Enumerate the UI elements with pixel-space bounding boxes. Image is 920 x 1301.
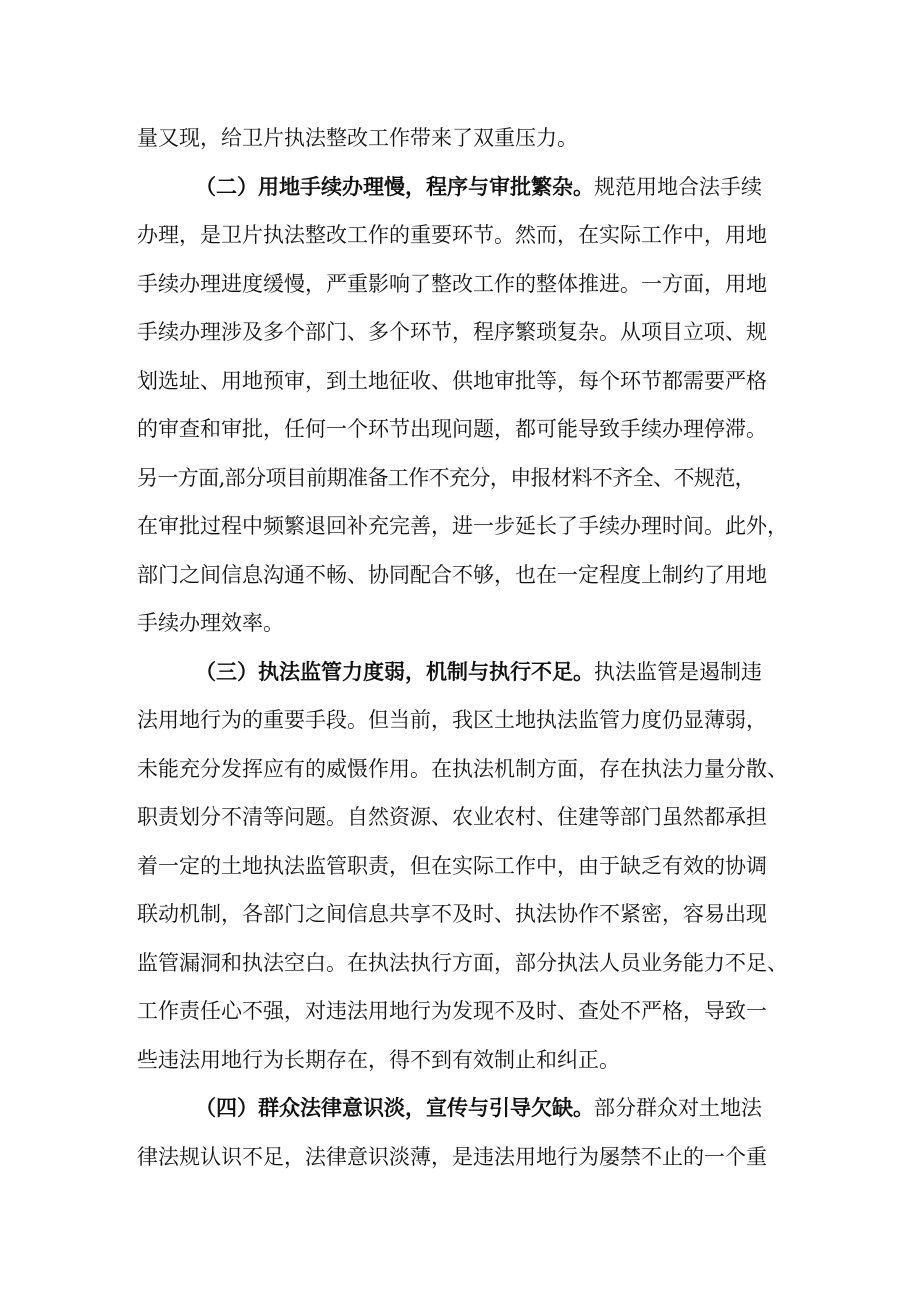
- paragraph-line: 些违法用地行为长期存在，得不到有效制止和纠正。: [137, 1047, 620, 1072]
- paragraph-line: 部门之间信息沟通不畅、协同配合不够，也在一定程度上制约了用地: [137, 562, 767, 587]
- paragraph-line: 手续办理进度缓慢，严重影响了整改工作的整体推进。一方面，用地: [137, 271, 767, 296]
- section-heading-2: （二）用地手续办理慢，程序与审批繁杂。: [195, 173, 594, 199]
- paragraph-line: 量又现，给卫片执法整改工作带来了双重压力。: [137, 126, 578, 150]
- paragraph-text: 执法监管是遏制违: [594, 659, 762, 684]
- paragraph-line: 职责划分不清等问题。自然资源、农业农村、住建等部门虽然都承担: [137, 805, 767, 829]
- paragraph-line: 划选址、用地预审，到土地征收、供地审批等，每个环节都需要严格: [137, 368, 767, 393]
- section-heading-4: （四）群众法律意识淡，宣传与引导欠缺。: [195, 1095, 594, 1120]
- section-heading-line: [137, 648, 797, 697]
- paragraph-text: 部分群众对土地法: [594, 1096, 762, 1120]
- paragraph-line: 手续办理涉及多个部门、多个环节，程序繁琐复杂。从项目立项、规: [137, 320, 767, 344]
- paragraph-line: 联动机制，各部门之间信息共享不及时、执法协作不紧密，容易出现: [137, 902, 767, 926]
- paragraph-line: 律法规认识不足，法律意识淡薄，是违法用地行为屡禁不止的一个重: [137, 1144, 767, 1169]
- section-heading-3: （三）执法监管力度弱，机制与执行不足。: [195, 658, 594, 684]
- paragraph-line: 在审批过程中频繁退回补充完善，进一步延长了手续办理时间。此外，: [137, 514, 788, 538]
- paragraph-text: 规范用地合法手续: [594, 174, 762, 199]
- paragraph-line: 另一方面,部分项目前期准备工作不充分，申报材料不齐全、不规范，: [137, 465, 756, 490]
- section-heading-line: [137, 1084, 797, 1133]
- paragraph-line: 监管漏洞和执法空白。在执法执行方面，部分执法人员业务能力不足、: [137, 950, 788, 975]
- section-heading-line: [137, 163, 797, 212]
- paragraph-line: 着一定的土地执法监管职责，但在实际工作中，由于缺乏有效的协调: [137, 853, 767, 878]
- paragraph-line: 办理，是卫片执法整改工作的重要环节。然而，在实际工作中，用地: [137, 223, 767, 247]
- paragraph-line: 手续办理效率。: [137, 611, 284, 635]
- paragraph-line: 工作责任心不强，对违法用地行为发现不及时、查处不严格，导致一: [137, 999, 767, 1023]
- paragraph-line: 法用地行为的重要手段。但当前，我区土地执法监管力度仍显薄弱，: [137, 708, 767, 732]
- paragraph-line: 的审查和审批，任何一个环节出现问题，都可能导致手续办理停滞。: [137, 417, 767, 441]
- paragraph-line: 未能充分发挥应有的威慑作用。在执法机制方面，存在执法力量分散、: [137, 756, 788, 781]
- body-text: [137, 114, 797, 1181]
